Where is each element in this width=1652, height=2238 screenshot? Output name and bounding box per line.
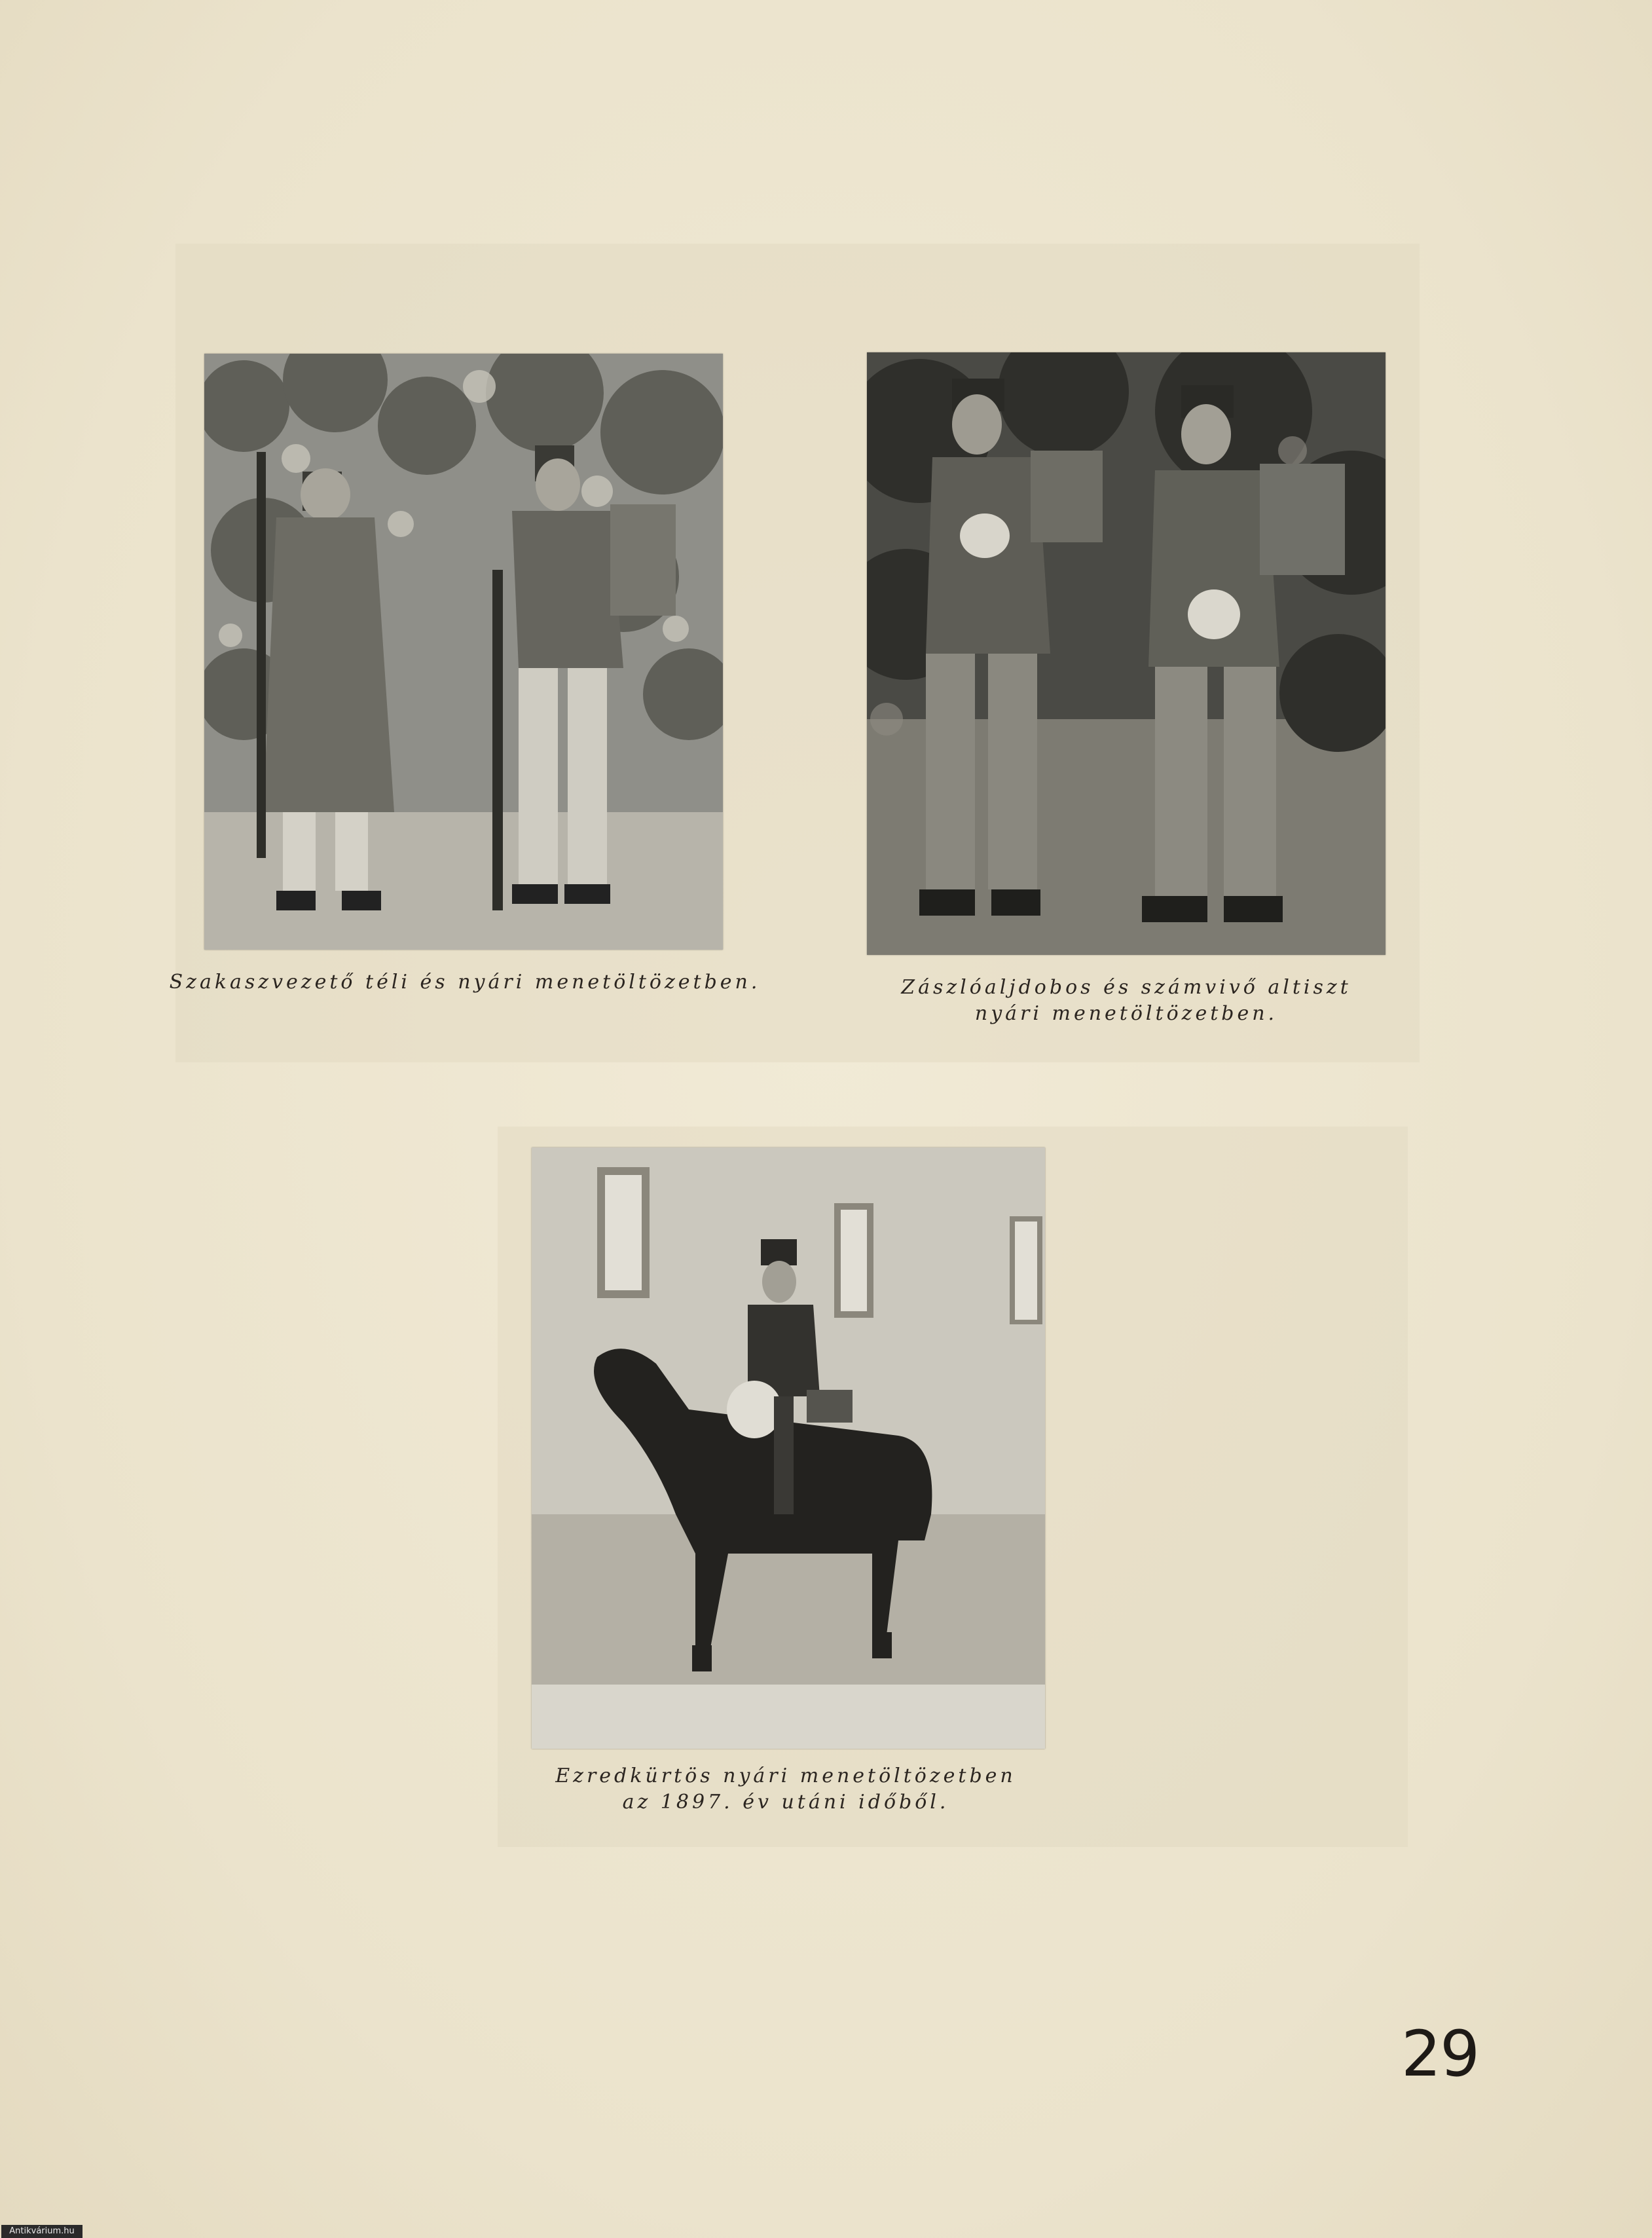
soldiers-photo-image [204, 354, 723, 950]
rider-photo-image [532, 1147, 1045, 1749]
caption-battalion-drummer [864, 975, 1388, 1027]
photo-platoon-leader [204, 354, 723, 950]
caption-platoon-leader [164, 969, 766, 996]
caption-line: Szakaszvezető téli és nyári menetöltözetben. [169, 971, 761, 994]
caption-line: az 1897. év utáni időből. [622, 1791, 949, 1814]
caption-regimental-bugler [524, 1763, 1048, 1816]
soldiers-photo-image [867, 352, 1386, 955]
photo-battalion-drummer [867, 352, 1386, 955]
caption-line: nyári menetöltözetben. [974, 1002, 1278, 1025]
page-number: 29 [1401, 2017, 1479, 2091]
caption-line: Zászlóaljdobos és számvivő altiszt [901, 976, 1351, 999]
watermark: Antikvárium.hu [1, 2225, 83, 2238]
photo-regimental-bugler [532, 1147, 1045, 1749]
caption-line: Ezredkürtös nyári menetöltözetben [555, 1764, 1016, 1787]
